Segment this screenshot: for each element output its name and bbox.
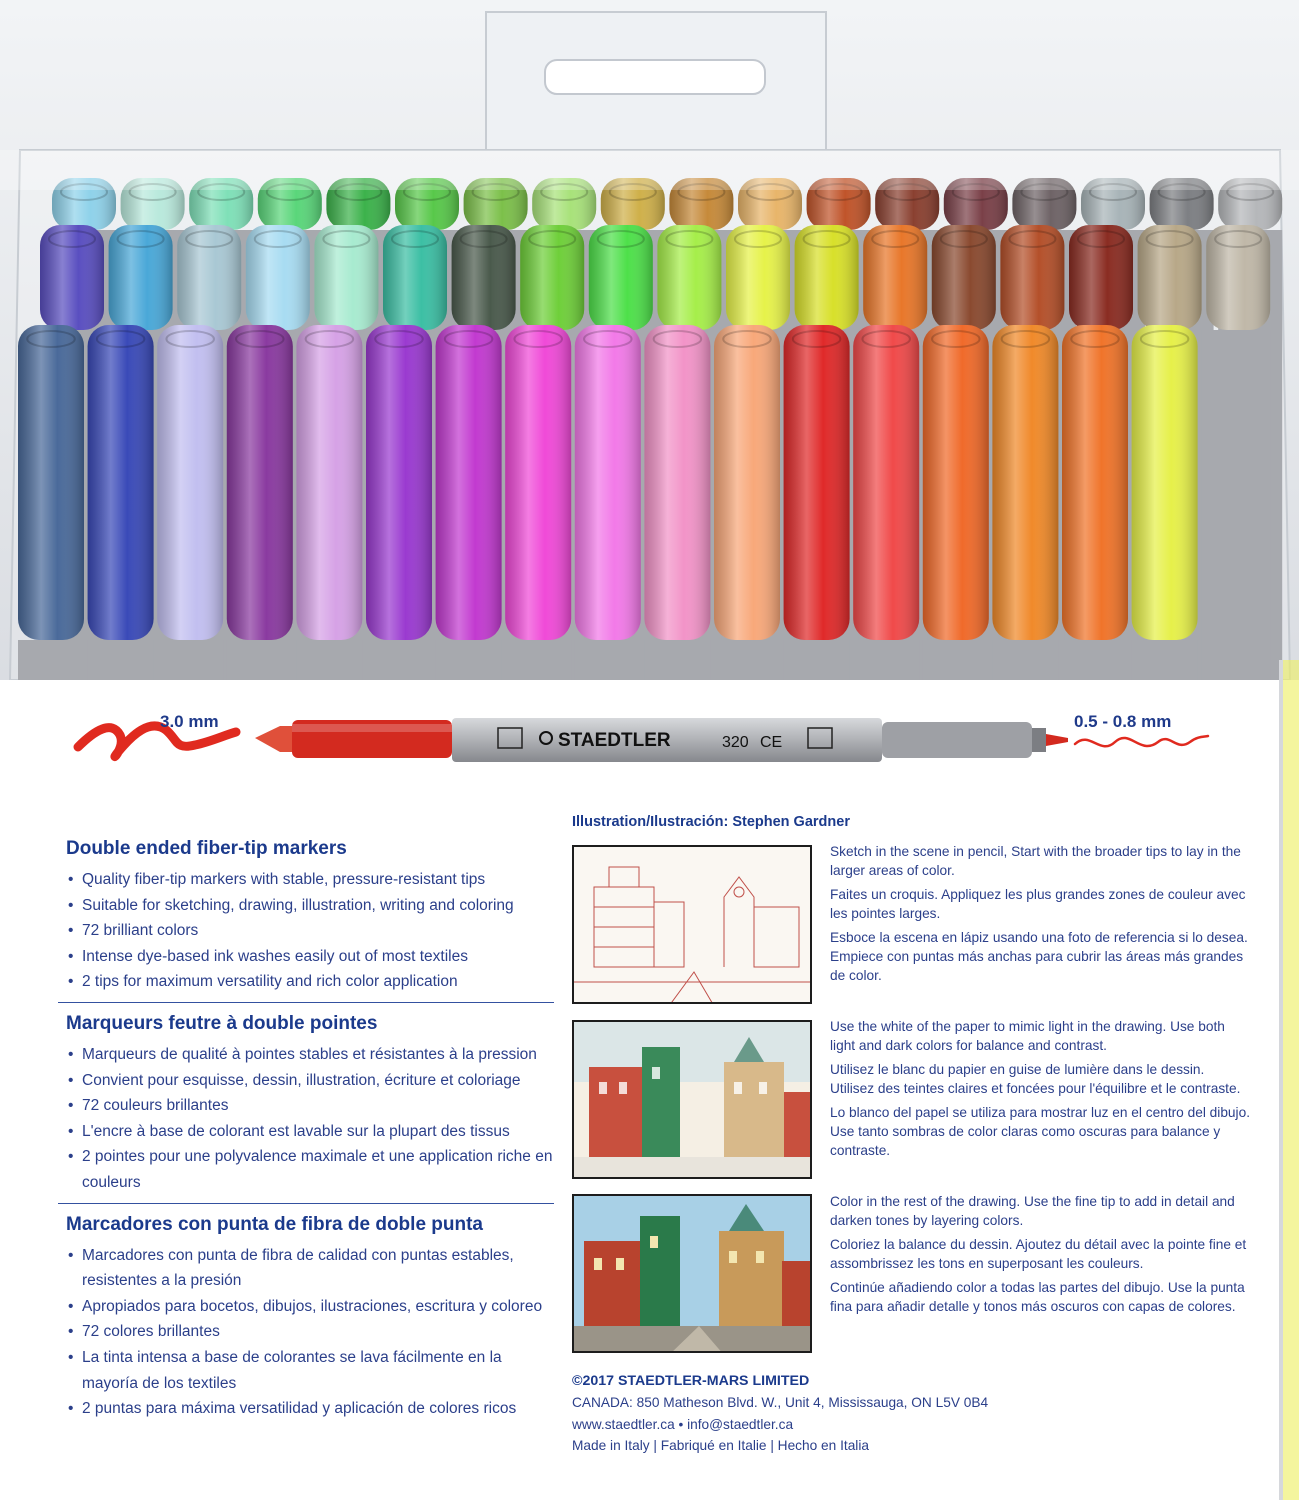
list-item: • Marqueurs de qualité à pointes stables et résistantes à la pression bbox=[66, 1042, 556, 1068]
step-text-es: Lo blanco del papel se utiliza para mostrar luz en el centro del dibujo. Use tanto sombras de color claras como oscuras para balance y contraste. bbox=[830, 1105, 1251, 1158]
step-2-illustration bbox=[572, 1020, 812, 1179]
section-english bbox=[66, 838, 556, 1003]
marker-front bbox=[923, 325, 989, 680]
step-1-illustration bbox=[572, 845, 812, 1004]
section-spanish bbox=[66, 1214, 556, 1422]
address: CANADA: 850 Matheson Blvd. W., Unit 4, Mississauga, ON L5V 0B4 bbox=[572, 1395, 989, 1411]
step-text-fr: Faites un croquis. Appliquez les plus grandes zones de couleur avec les pointes larges. bbox=[830, 887, 1246, 921]
origin: Made in Italy | Fabriqué en Italie | Hecho en Italia bbox=[572, 1437, 869, 1453]
step-text-en: Sketch in the scene in pencil, Start with the broader tips to lay in the larger areas of color. bbox=[830, 844, 1241, 878]
marker-front bbox=[853, 325, 919, 680]
feature-list bbox=[66, 1243, 556, 1422]
marker-front bbox=[714, 325, 780, 680]
feature-list bbox=[66, 1042, 556, 1196]
section-title: Marcadores con punta de fibra de doble punta bbox=[66, 1213, 483, 1235]
marker-case-photo bbox=[0, 0, 1299, 680]
marker-front bbox=[644, 325, 710, 680]
list-item: • Marcadores con punta de fibra de calidad con puntas estables, resistentes a la presión bbox=[66, 1243, 556, 1294]
marker-front bbox=[436, 325, 502, 680]
list-item: • Intense dye-based ink washes easily out of most textiles bbox=[66, 944, 556, 970]
marker-front bbox=[227, 325, 293, 680]
list-item: • Convient pour esquisse, dessin, illustration, écriture et coloriage bbox=[66, 1068, 556, 1094]
step-text-en: Color in the rest of the drawing. Use the fine tip to add in detail and darken tones by layering colors. bbox=[830, 1194, 1235, 1228]
step-text-fr: Coloriez la balance du dessin. Ajoutez du détail avec la pointe fine et assombrissez les tons en superposant les couleurs. bbox=[830, 1237, 1247, 1271]
marker-front bbox=[296, 325, 362, 680]
marker-front bbox=[1132, 325, 1198, 680]
list-item: • Apropiados para bocetos, dibujos, ilustraciones, escritura y coloreo bbox=[66, 1294, 556, 1320]
pen-strip bbox=[0, 690, 1299, 800]
section-title: Marqueurs feutre à double pointes bbox=[66, 1012, 378, 1034]
marker-front bbox=[157, 325, 223, 680]
list-item: • Quality fiber-tip markers with stable, pressure-resistant tips bbox=[66, 867, 556, 893]
list-item: • Suitable for sketching, drawing, illustration, writing and coloring bbox=[66, 893, 556, 919]
feature-list bbox=[66, 867, 556, 995]
step-text-es: Esboce la escena en lápiz usando una foto de referencia si lo desea. Empiece con puntas más anchas para cubrir las áreas más grandes de color. bbox=[830, 930, 1248, 983]
list-item: • 72 couleurs brillantes bbox=[66, 1093, 556, 1119]
marker-front bbox=[575, 325, 641, 680]
pen-brand: STAEDTLER bbox=[558, 730, 671, 751]
list-item: • 72 brilliant colors bbox=[66, 918, 556, 944]
marker-front bbox=[88, 325, 154, 680]
marker-front bbox=[18, 325, 84, 680]
marker-middle bbox=[1206, 225, 1270, 680]
step-text-en: Use the white of the paper to mimic light in the drawing. Use both light and dark colors for balance and contrast. bbox=[830, 1019, 1225, 1053]
marker-front bbox=[992, 325, 1058, 680]
copyright: ©2017 STAEDTLER-MARS LIMITED bbox=[572, 1373, 810, 1389]
illustration-credit: Illustration/Ilustración: Stephen Gardner bbox=[572, 814, 850, 830]
step-1-text bbox=[830, 843, 1250, 991]
list-item: • 2 pointes pour une polyvalence maximale et une application riche en couleurs bbox=[66, 1144, 556, 1195]
web-contact: www.staedtler.ca • info@staedtler.ca bbox=[572, 1416, 794, 1432]
step-text-fr: Utilisez le blanc du papier en guise de lumière dans le dessin. Utilisez des teintes claires et foncées pour l'équilibre et le contraste. bbox=[830, 1062, 1241, 1096]
section-french bbox=[66, 1013, 556, 1204]
marker-front bbox=[366, 325, 432, 680]
hang-hole bbox=[545, 60, 765, 94]
list-item: • L'encre à base de colorant est lavable sur la plupart des tissus bbox=[66, 1119, 556, 1145]
step-3-illustration bbox=[572, 1194, 812, 1353]
list-item: • 2 tips for maximum versatility and rich color application bbox=[66, 969, 556, 995]
list-item: • 2 puntas para máxima versatilidad y aplicación de colores ricos bbox=[66, 1396, 556, 1422]
ce-mark: CE bbox=[760, 734, 783, 751]
step-text-es: Continúe añadiendo color a todas las partes del dibujo. Use la punta fina para añadir detalle y tonos más oscuros con capas de colores. bbox=[830, 1280, 1245, 1314]
pen-grey-section bbox=[882, 722, 1032, 758]
step-3-text bbox=[830, 1193, 1250, 1323]
list-item: • 72 colores brillantes bbox=[66, 1319, 556, 1345]
case-side-edge bbox=[1259, 660, 1299, 1500]
broad-tip-label: 3.0 mm bbox=[160, 712, 219, 731]
company-footer bbox=[572, 1371, 1132, 1456]
feature-text-column bbox=[66, 838, 556, 1432]
fine-stroke-sample bbox=[1075, 736, 1208, 746]
list-item: • La tinta intensa a base de colorantes se lava fácilmente en la mayoría de los textiles bbox=[66, 1345, 556, 1396]
marker-front bbox=[505, 325, 571, 680]
fine-tip bbox=[1046, 734, 1068, 746]
marker-front bbox=[1062, 325, 1128, 680]
marker-front bbox=[784, 325, 850, 680]
fine-tip-label: 0.5 - 0.8 mm bbox=[1074, 712, 1172, 731]
marker-case bbox=[0, 0, 1299, 680]
divider bbox=[58, 1002, 554, 1003]
broad-tip bbox=[255, 726, 292, 752]
step-2-text bbox=[830, 1018, 1250, 1166]
pen-model: 320 bbox=[722, 734, 749, 751]
section-title: Double ended fiber-tip markers bbox=[66, 838, 347, 859]
pen-illustration bbox=[0, 690, 1299, 800]
divider bbox=[58, 1203, 554, 1204]
